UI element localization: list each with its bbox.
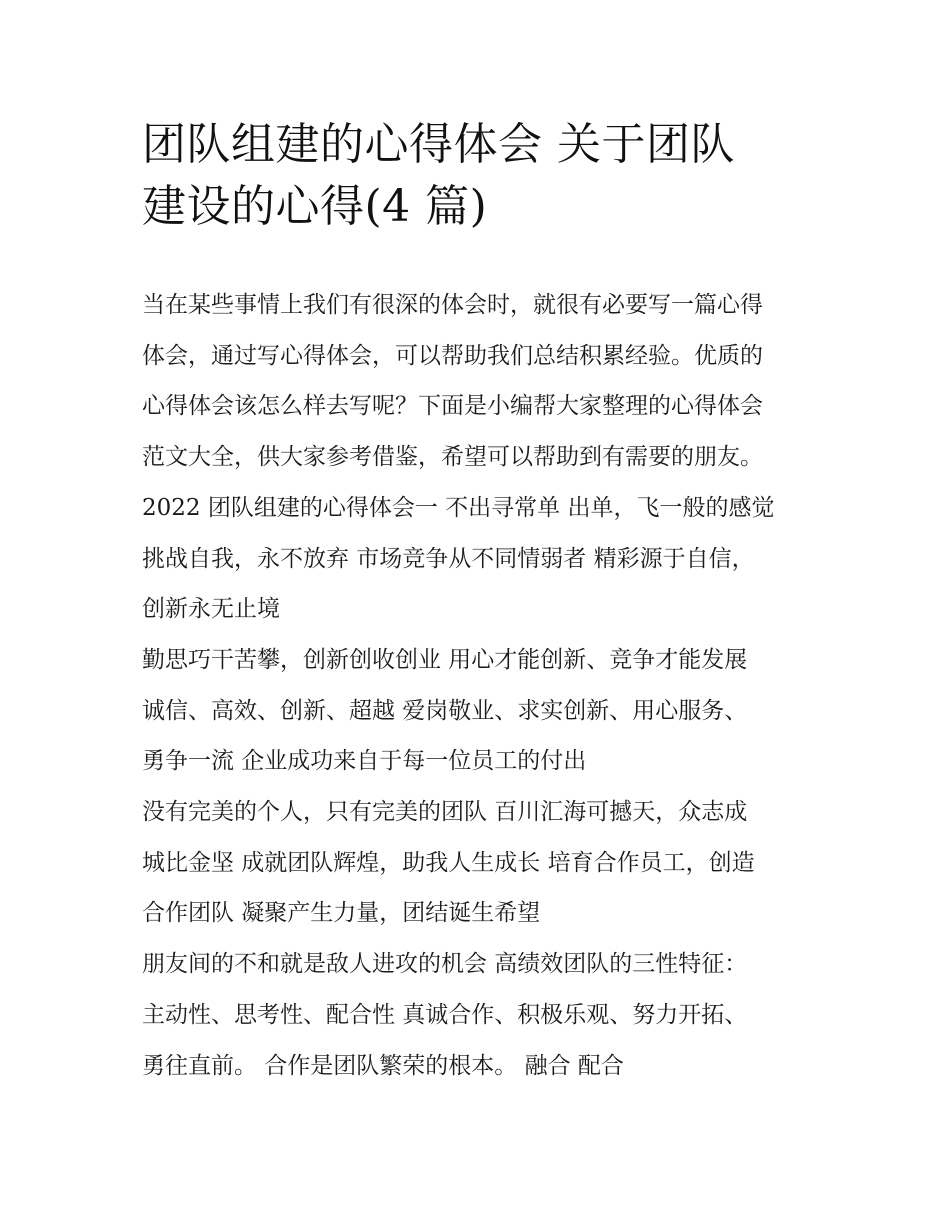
body-line: 体会，通过写心得体会，可以帮助我们总结积累经验。优质的 xyxy=(142,342,763,369)
body-line: 诚信、高效、创新、超越 爱岗敬业、求实创新、用心服务、 xyxy=(142,697,748,724)
body-line: 主动性、思考性、配合性 真诚合作、积极乐观、努力开拓、 xyxy=(142,1001,748,1028)
document-body xyxy=(142,280,832,1091)
title-line: 建设的心得(4 篇) xyxy=(142,181,488,232)
body-line: 勇争一流 企业成功来自于每一位员工的付出 xyxy=(142,748,587,775)
title-line: 团队组建的心得体会 关于团队 xyxy=(142,119,735,170)
body-line: 朋友间的不和就是敌人进攻的机会 高绩效团队的三性特征： xyxy=(142,951,748,978)
body-line: 范文大全，供大家参考借鉴，希望可以帮助到有需要的朋友。 xyxy=(142,444,763,471)
body-line: 勇往直前。 合作是团队繁荣的根本。 融合 配合 xyxy=(142,1052,624,1079)
body-line: 当在某些事情上我们有很深的体会时，就很有必要写一篇心得 xyxy=(142,292,763,318)
body-line: 勤思巧干苦攀，创新创收创业 用心才能创新、竞争才能发展 xyxy=(142,646,748,673)
document-title xyxy=(142,114,822,238)
body-line: 2022 团队组建的心得体会一 不出寻常单 出单，飞一般的感觉 xyxy=(142,494,775,521)
body-line: 合作团队 凝聚产生力量，团结诞生希望 xyxy=(142,900,541,927)
body-line: 心得体会该怎么样去写呢？下面是小编帮大家整理的心得体会 xyxy=(142,393,763,420)
body-line: 没有完美的个人，只有完美的团队 百川汇海可撼天，众志成 xyxy=(142,799,748,826)
body-line: 创新永无止境 xyxy=(142,596,280,623)
body-line: 挑战自我，永不放弃 市场竞争从不同情弱者 精彩源于自信， xyxy=(142,545,755,572)
body-line: 城比金坚 成就团队辉煌，助我人生成长 培育合作员工，创造 xyxy=(142,849,755,876)
